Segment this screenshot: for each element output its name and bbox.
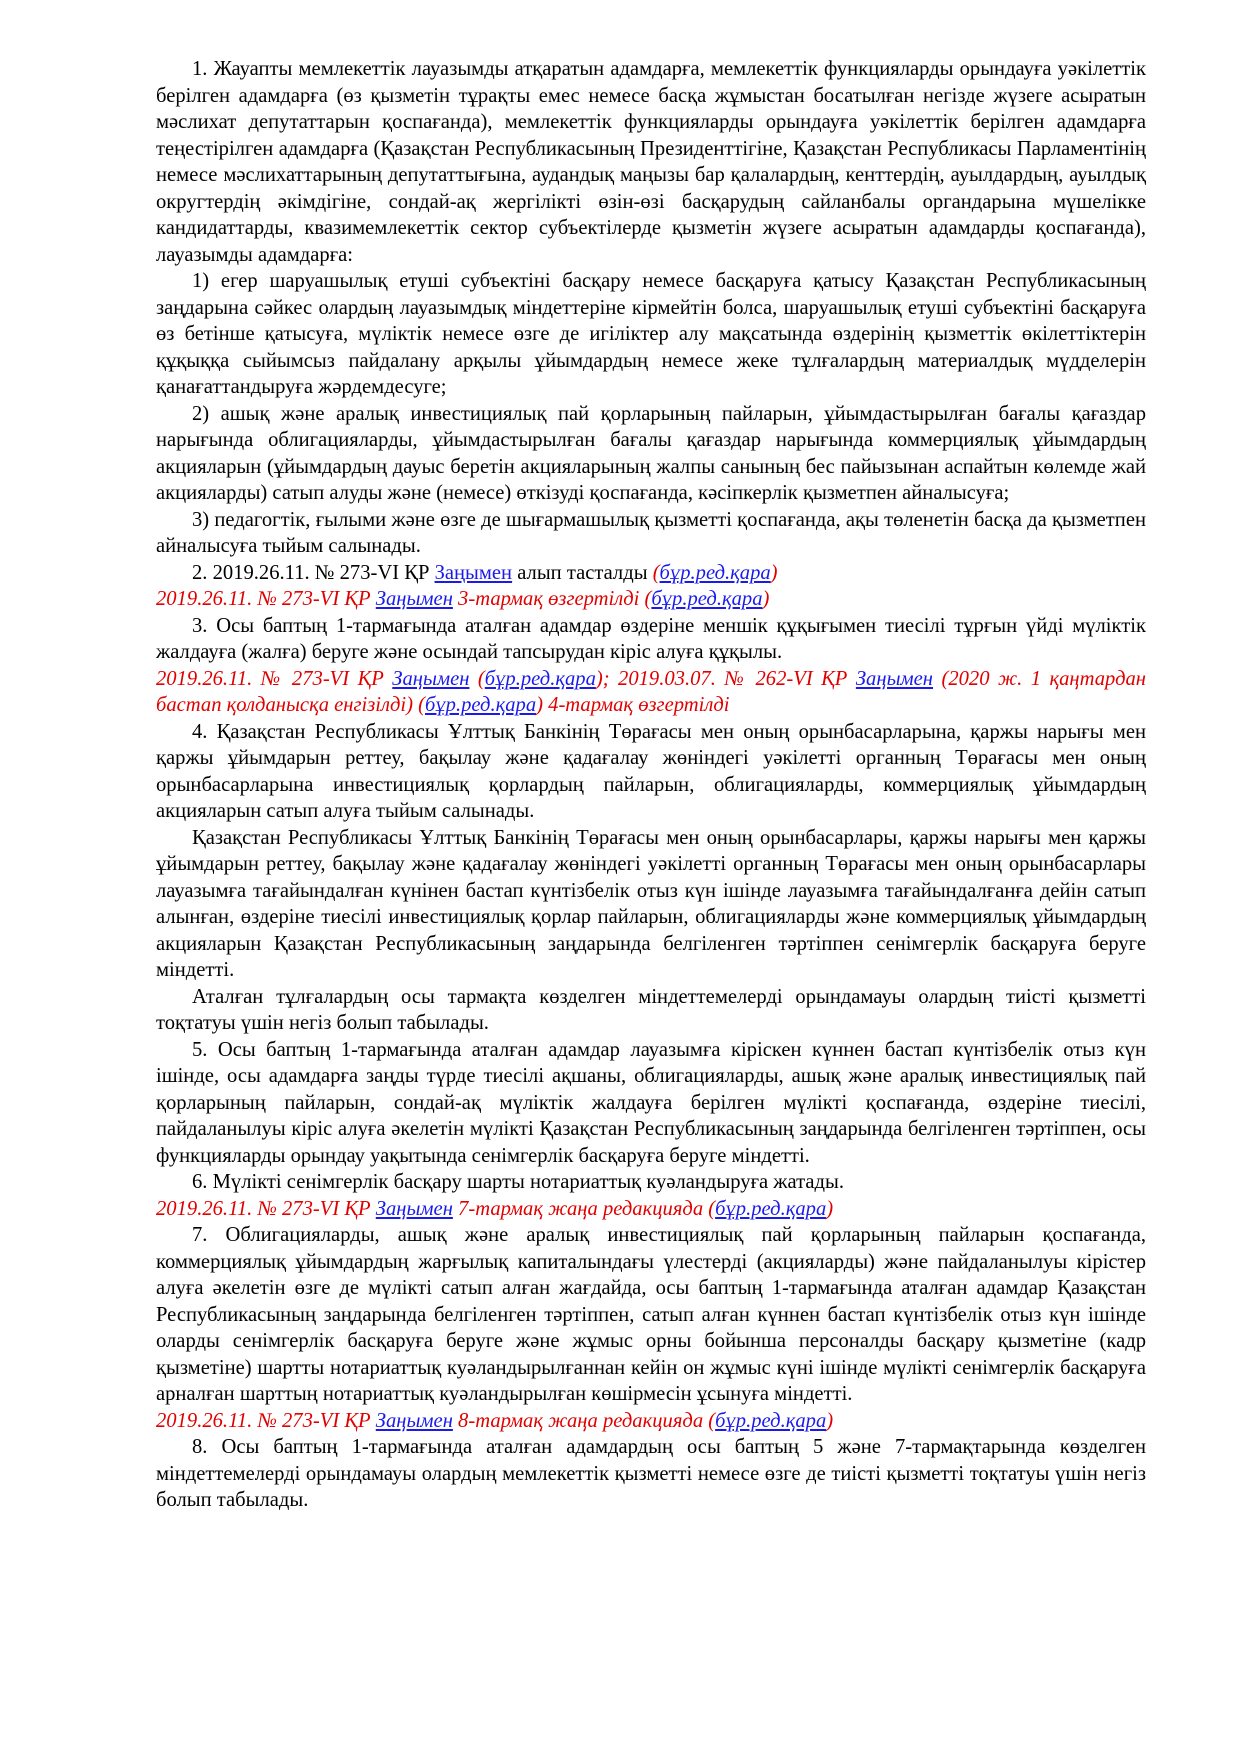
paragraph-2 <box>156 560 1146 587</box>
paragraph-1-item-3: 3) педагогтік, ғылыми және өзге де шығармашылық қызметті қоспағанда, ақы төленетін басқа да қызметпен айналысуға тыйым салынады. <box>156 508 1146 557</box>
paragraph-3: 3. Осы баптың 1-тармағында аталған адамдар өздеріне меншік құқығымен тиесілі тұрғын үйді мүліктік жалдауға (жалға) беруге және осындай тапсырудан кіріс алуға құқылы. <box>156 614 1146 663</box>
paragraph-4: 4. Қазақстан Республикасы Ұлттық Банкінің Төрағасы мен оның орынбасарларына, қаржы нарығы мен қаржы ұйымдарын реттеу, бақылау және қадағалау жөніндегі уәкілетті органның Төрағасы мен оның орынбасарларына инвестициялық қорлардың пайларын, облигацияларды, коммерциялық ұйымдардың акцияларын сатып алуға тыйым салынады. <box>156 720 1146 822</box>
paragraph-8: 8. Осы баптың 1-тармағында аталған адамдардың осы баптың 5 және 7-тармақтарында көзделген міндеттемелерді орындамауы олардың мемлекеттік қызметті немесе өзге де тиісті қызметті тоқтатуы үшін негіз болып табылады. <box>156 1436 1146 1511</box>
law-link[interactable]: Заңымен <box>375 1409 453 1432</box>
law-link[interactable]: Заңымен <box>392 667 470 690</box>
law-link[interactable]: Заңымен <box>375 1197 453 1220</box>
paragraph-2-text: 2. 2019.26.11. № 273-VI ҚР <box>192 561 435 584</box>
previous-edition-link[interactable]: бұр.ред.қара <box>659 561 771 584</box>
paragraph-4-part-2: Қазақстан Республикасы Ұлттық Банкінің Төрағасы мен оның орынбасарлары, қаржы нарығы мен қаржы ұйымдарын реттеу, бақылау және қадағалау жөніндегі уәкілетті органның Төрағасы мен оның орынбасарлары лауазымға тағайындалған күнінен бастап күнтізбелік отыз күн ішінде лауазымға тағайындалғанға дейін сатып алынған, өздеріне тиесілі инвестициялық қорлар пайларын, облигацияларды және коммерциялық ұйымдардың акцияларын Қазақстан Республикасының заңдарында белгіленген тәртіппен сенімгерлік басқаруға беруге міндетті. <box>156 826 1146 981</box>
law-link[interactable]: Заңымен <box>855 667 934 690</box>
paragraph-1: 1. Жауапты мемлекеттік лауазымды атқаратын адамдарға, мемлекеттік функцияларды орындауға уәкілеттік берілген адамдарға (өз қызметін тұрақты емес немесе басқа жұмыстан босатылған негізде жүзеге асыратын мәслихат депутаттарын қоспағанда), мемлекеттік функцияларды орындауға уәкілеттік берілген адамдарға теңестірілген адамдарға (Қазақстан Республикасының Президенттігіне, Қазақстан Республикасы Парламентінің немесе мәслихаттарының депутаттығына, аудандық маңызы бар қалалардың, кенттердің, ауылдардың, ауылдық округтердің әкімдігіне, сондай-ақ жергілікті өзін-өзі басқарудың сайланбалы органдарына мүшелікке кандидаттарды, квазимемлекеттік сектор субъектілерде қызметін жүзеге асыратын адамдарды қоспағанда), лауазымды адамдарға: <box>156 58 1146 266</box>
previous-edition-link[interactable]: бұр.ред.қара <box>425 694 537 716</box>
previous-edition-note: (бұр.ред.қара) <box>652 561 778 584</box>
law-link[interactable]: Заңымен <box>375 588 453 610</box>
paragraph-4-part-3: Аталған тұлғалардың осы тармақта көзделген міндеттемелерді орындамауы олардың тиісті қызметті тоқтатуы үшін негіз болып табылады. <box>156 985 1146 1034</box>
previous-edition-link[interactable]: бұр.ред.қара <box>651 588 763 610</box>
edit-note-4: 2019.26.11. № 273-VI ҚР Заңымен (бұр.ред.қара); 2019.03.07. № 262-VI ҚР Заңымен (2020 ж. 1 қаңтардан бастап қолданысқа енгізілді) (бұр.ред.қара) 4-тармақ өзгертілді <box>156 667 1147 716</box>
paragraph-1-item-1: 1) егер шаруашылық етуші субъектіні басқару немесе басқаруға қатысу Қазақстан Республикасының заңдарына сәйкес олардың лауазымдық міндеттеріне кірмейтін болса, шаруашылық етуші субъектіні басқаруға өз бетінше қатысуға, мүліктік немесе өзге де игіліктер алу мақсатында өздерінің қызметтік өкілеттіктерін құқыққа сыйымсыз пайдалану арқылы ұйымдардың немесе жеке тұлғалардың материалдық мүдделерін қанағаттандыруға жәрдемдесуге; <box>156 270 1146 398</box>
previous-edition-link[interactable]: бұр.ред.қара <box>715 1197 827 1220</box>
paragraph-5: 5. Осы баптың 1-тармағында аталған адамдар лауазымға кіріскен күннен бастап күнтізбелік отыз күн ішінде, осы адамдарға заңды түрде тиесілі ақшаны, облигацияларды, ашық және аралық инвестициялық пай қорларының пайларын, сондай-ақ мүліктік жалдауға берілген мүлікті қоспағанда, өздеріне тиесілі, пайдаланылуы кіріс алуға әкелетін мүлікті Қазақстан Республикасының заңдарында белгіленген тәртіппен, осы функцияларды орындау уақытында сенімгерлік басқаруға беруге міндетті. <box>156 1038 1146 1167</box>
paragraph-1-item-2: 2) ашық және аралық инвестициялық пай қорларының пайларын, ұйымдастырылған бағалы қағаздар нарығында облигацияларды, ұйымдастырылған бағалы қағаздар нарығында коммерциялық ұйымдардың акцияларын (ұйымдардың дауыс беретін акцияларының жалпы санының бес пайызынан аспайтын көлемде жай акцияларды) сатып алуды және (немесе) өткізуді қоспағанда, кәсіпкерлік қызметпен айналысуға; <box>156 402 1146 504</box>
previous-edition-link[interactable]: бұр.ред.қара <box>715 1409 827 1432</box>
paragraph-7: 7. Облигацияларды, ашық және аралық инвестициялық пай қорларының пайларын қоспағанда, коммерциялық ұйымдардың жарғылық капиталындағы үлестерді (акцияларды) және пайдаланылуы кірістер алуға әкелетін өзге де мүлікті сатып алған жағдайда, осы баптың 1-тармағында аталған адамдар Қазақстан Республикасының заңдарында белгіленген тәртіппен, сатып алған күннен бастап күнтізбелік отыз күн ішінде оларды сенімгерлік басқаруға беруге және жұмыс орны бойынша персоналды басқару қызметіне (кадр қызметіне) шартты нотариаттық куәландырылғаннан кейін он жұмыс күні ішінде мүлікті сенімгерлік басқаруға арналған шарттың нотариаттық куәландырылған көшірмесін ұсынуға міндетті. <box>156 1224 1146 1405</box>
edit-note-7: 2019.26.11. № 273-VI ҚР Заңымен 7-тармақ жаңа редакцияда (бұр.ред.қара) <box>156 1197 834 1220</box>
edit-note-8: 2019.26.11. № 273-VI ҚР Заңымен 8-тармақ жаңа редакцияда (бұр.ред.қара) <box>156 1409 834 1432</box>
previous-edition-link[interactable]: бұр.ред.қара <box>484 667 596 690</box>
document-page <box>156 56 1146 1514</box>
edit-note-3: 2019.26.11. № 273-VI ҚР Заңымен 3-тармақ өзгертілді (бұр.ред.қара) <box>156 588 770 610</box>
paragraph-6: 6. Мүлікті сенімгерлік басқару шарты нотариаттық куәландыруға жатады. <box>192 1171 844 1193</box>
law-link[interactable]: Заңымен <box>434 561 513 584</box>
paragraph-2-text-mid: алып тасталды <box>512 561 653 584</box>
